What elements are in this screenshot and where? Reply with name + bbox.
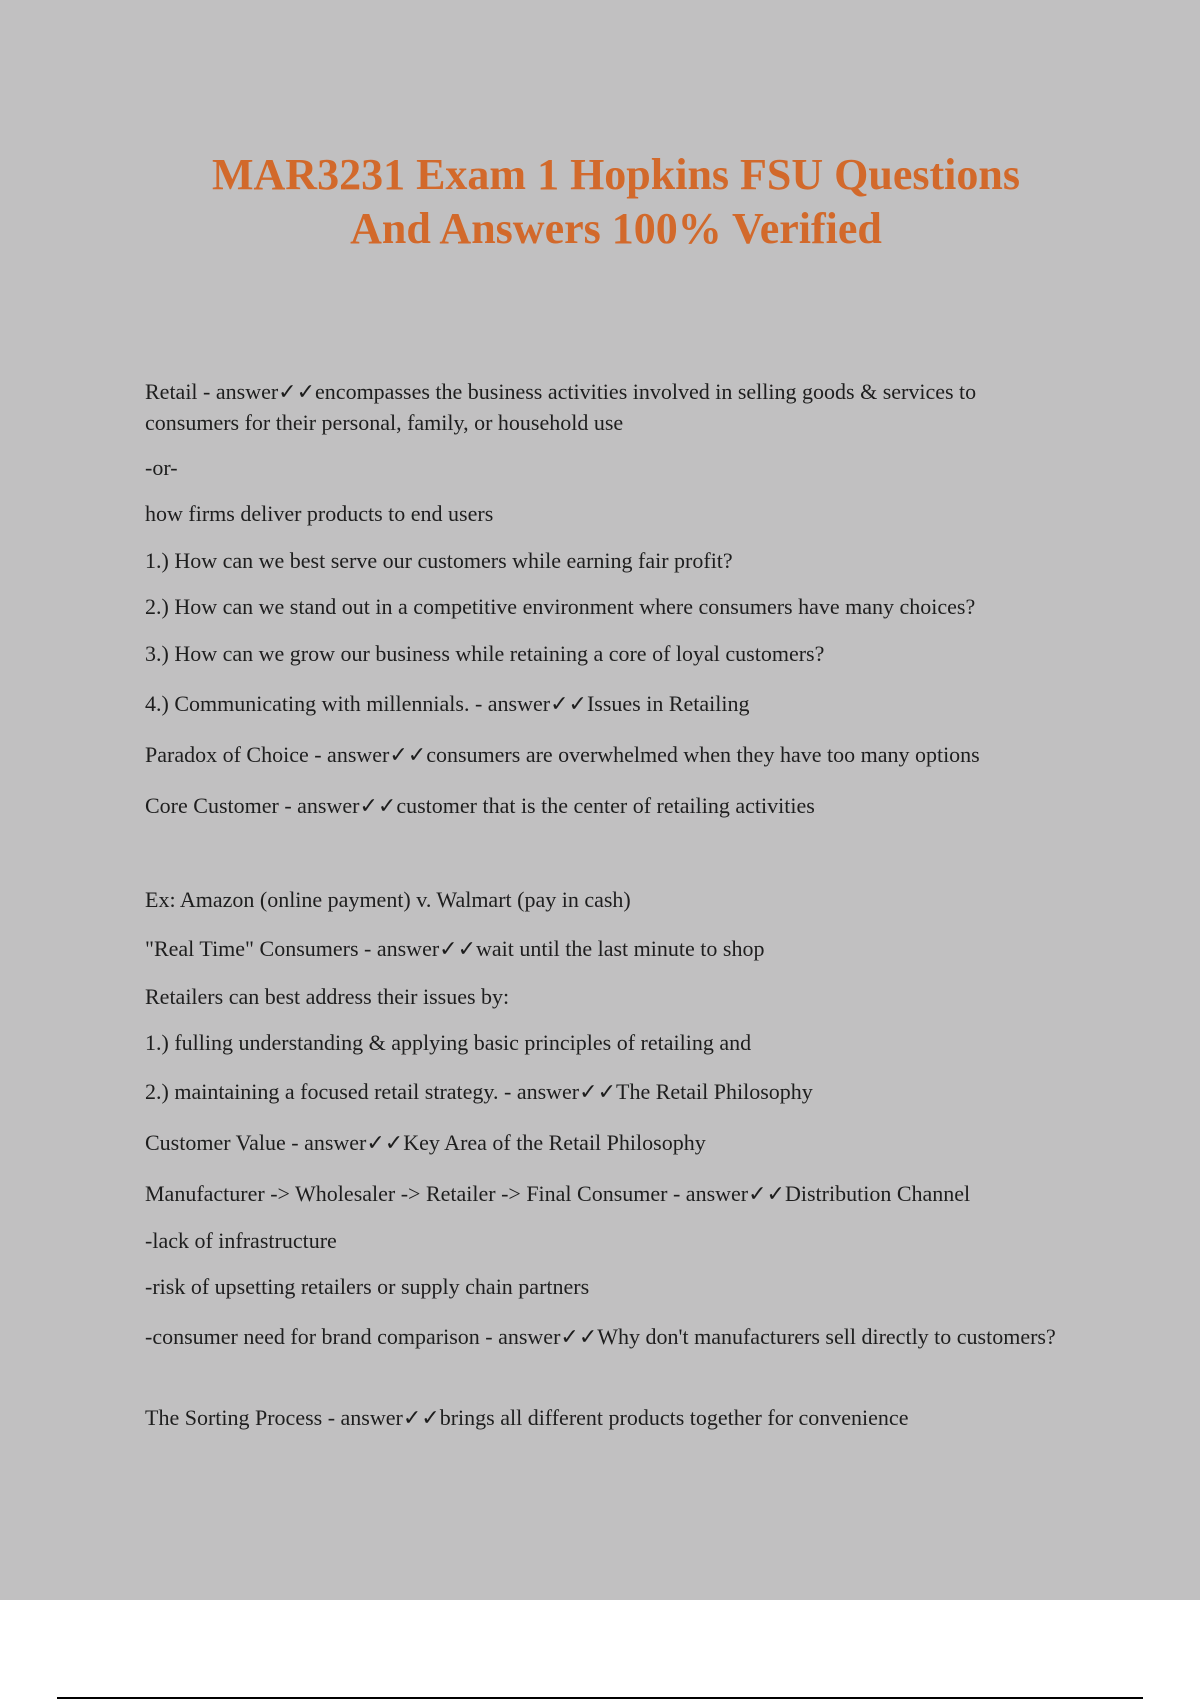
paragraph-risk-upsetting: -risk of upsetting retailers or supply chain partners: [145, 1274, 590, 1299]
paragraph-retail-definition: Retail - answer✓✓encompasses the business activities involved in selling goods & services to consumers for their personal, family, or household use: [145, 379, 977, 435]
paragraph-example: Ex: Amazon (online payment) v. Walmart (pay in cash): [145, 887, 631, 912]
paragraph-brand-comparison: -consumer need for brand comparison - answer✓✓Why don't manufacturers sell directly to customers?: [145, 1324, 1056, 1349]
paragraph-question-1: 1.) How can we best serve our customers while earning fair profit?: [145, 548, 733, 573]
footer-divider: [57, 1697, 1143, 1699]
paragraph-end-users: how firms deliver products to end users: [145, 501, 494, 526]
paragraph-question-4: 4.) Communicating with millennials. - answer✓✓Issues in Retailing: [145, 691, 750, 716]
paragraph-retail-philosophy: 2.) maintaining a focused retail strategy. - answer✓✓The Retail Philosophy: [145, 1079, 813, 1104]
title-line-2: And Answers 100% Verified: [350, 204, 882, 253]
paragraph-lack-infrastructure: -lack of infrastructure: [145, 1228, 337, 1253]
paragraph-customer-value: Customer Value - answer✓✓Key Area of the Retail Philosophy: [145, 1130, 706, 1155]
paragraph-question-3: 3.) How can we grow our business while retaining a core of loyal customers?: [145, 641, 825, 666]
paragraph-distribution-channel: Manufacturer -> Wholesaler -> Retailer -> Final Consumer - answer✓✓Distribution Channel: [145, 1181, 971, 1206]
document-title: [0, 148, 1200, 256]
paragraph-question-2: 2.) How can we stand out in a competitive environment where consumers have many choices?: [145, 594, 976, 619]
paragraph-sorting-process: The Sorting Process - answer✓✓brings all different products together for convenience: [145, 1405, 909, 1430]
paragraph-retailers-address: Retailers can best address their issues by:: [145, 984, 510, 1009]
title-line-1: MAR3231 Exam 1 Hopkins FSU Questions: [211, 150, 1020, 199]
paragraph-or: -or-: [145, 455, 178, 480]
paragraph-core-customer: Core Customer - answer✓✓customer that is the center of retailing activities: [145, 793, 815, 818]
paragraph-paradox-of-choice: Paradox of Choice - answer✓✓consumers are overwhelmed when they have too many options: [145, 742, 980, 767]
paragraph-principles: 1.) fulling understanding & applying basic principles of retailing and: [145, 1030, 752, 1055]
paragraph-real-time-consumers: "Real Time" Consumers - answer✓✓wait until the last minute to shop: [145, 936, 765, 961]
